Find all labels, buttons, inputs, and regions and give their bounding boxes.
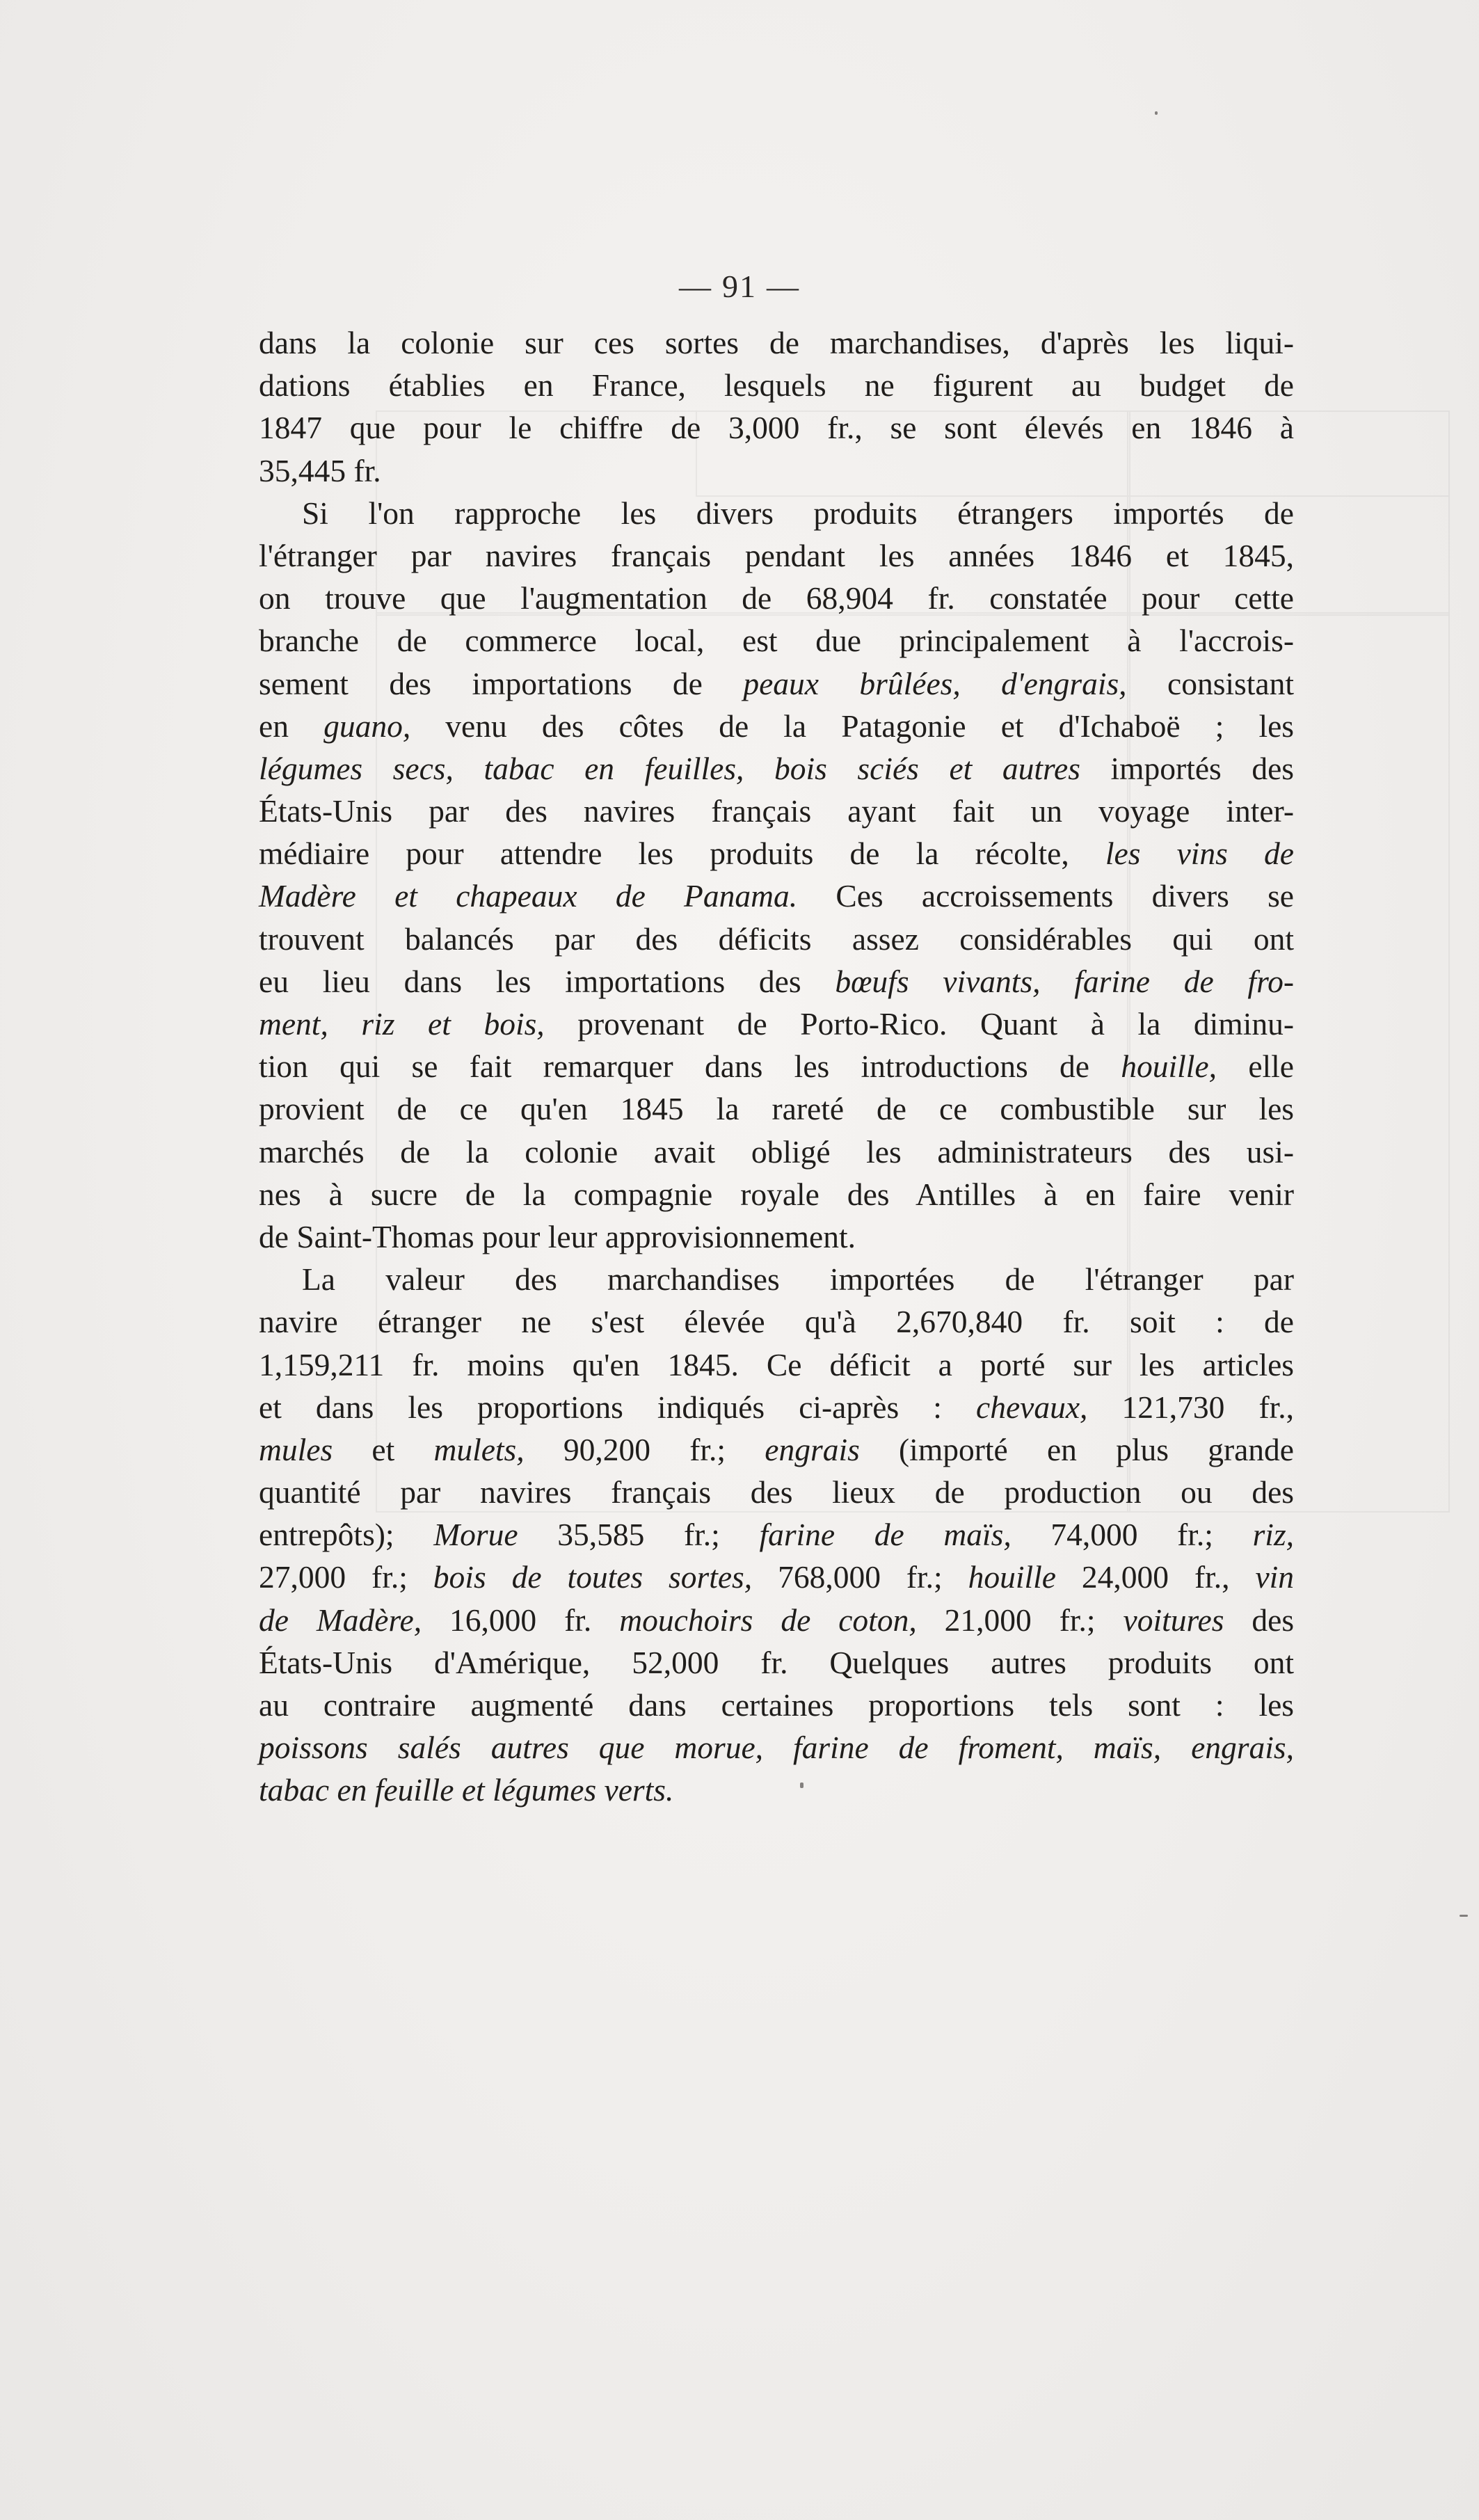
text-line [259, 705, 1294, 747]
page-number [0, 268, 1479, 305]
text-line [259, 492, 1294, 534]
text-line [259, 1343, 1294, 1386]
text-run: et dans les proportions indiqués ci-après : [259, 1389, 976, 1425]
text-line [259, 619, 1294, 662]
text-run: 90,200 fr.; [524, 1431, 765, 1467]
text-run: venu des côtes de la Patagonie et d'Ichaboë ; les [410, 708, 1294, 744]
text-run: Ces accroissements divers se [797, 878, 1294, 914]
text-run: La valeur des marchandises importées de l'étranger par [302, 1261, 1294, 1298]
text-line [259, 1556, 1294, 1598]
text-line [259, 1428, 1294, 1471]
text-run: eu lieu dans les importations des [259, 963, 836, 999]
text-line [259, 1300, 1294, 1343]
text-run: États-Unis par des navires français ayant fait un voyage inter- [259, 793, 1294, 829]
text-line [259, 790, 1294, 832]
text-run: branche de commerce local, est due principalement à l'accrois- [259, 623, 1294, 659]
text-line [259, 1513, 1294, 1556]
text-line [259, 1599, 1294, 1641]
text-line [259, 1131, 1294, 1173]
text-run: provenant de Porto-Rico. Quant à la diminu- [544, 1006, 1294, 1042]
text-run: navire étranger ne s'est élevée qu'à 2,670,840 fr. soit : de [259, 1304, 1294, 1340]
text-line [259, 747, 1294, 790]
italic-text: mulets, [433, 1431, 525, 1467]
italic-text: engrais [765, 1431, 860, 1467]
italic-text: voitures [1123, 1602, 1224, 1638]
text-line [259, 832, 1294, 875]
text-line [259, 1726, 1294, 1769]
text-run: importés des [1080, 750, 1294, 786]
text-line [259, 1003, 1294, 1045]
italic-text: mules [259, 1431, 333, 1467]
text-line [259, 1215, 1294, 1258]
italic-text: ment, riz et bois, [259, 1006, 545, 1042]
text-line [259, 1684, 1294, 1726]
paper-speck [1155, 111, 1158, 115]
text-line [259, 1087, 1294, 1130]
text-run: entrepôts); [259, 1517, 434, 1553]
text-run: marchés de la colonie avait obligé les administrateurs des usi- [259, 1133, 1294, 1170]
text-run: 74,000 fr.; [1011, 1517, 1253, 1553]
text-line [259, 1045, 1294, 1087]
text-run: sement des importations de [259, 665, 744, 701]
text-line [259, 534, 1294, 577]
text-run: 27,000 fr.; [259, 1559, 433, 1595]
text-run: 121,730 fr., [1087, 1389, 1294, 1425]
italic-text: bois de toutes sortes, [433, 1559, 753, 1595]
text-line [259, 577, 1294, 619]
italic-text: tabac en feuille et légumes verts. [259, 1772, 674, 1808]
text-line [259, 875, 1294, 917]
text-run: États-Unis d'Amérique, 52,000 fr. Quelques autres produits ont [259, 1644, 1294, 1680]
text-run: au contraire augmenté dans certaines proportions tels sont : les [259, 1687, 1294, 1723]
text-line [259, 918, 1294, 960]
italic-text: guano, [323, 708, 411, 744]
page-number-value: 91 [722, 269, 757, 304]
italic-text: peaux brûlées, d'engrais, [743, 665, 1127, 701]
text-line [259, 1471, 1294, 1513]
text-line [259, 662, 1294, 705]
text-run: quantité par navires français des lieux de production ou des [259, 1474, 1294, 1510]
italic-text: Morue [433, 1517, 518, 1553]
text-run: des [1224, 1602, 1295, 1638]
text-run: l'étranger par navires français pendant les années 1846 et 1845, [259, 537, 1294, 573]
italic-text: riz, [1252, 1517, 1295, 1553]
page-number-dash-right: — [767, 269, 800, 304]
text-run: nes à sucre de la compagnie royale des Antilles à en faire venir [259, 1176, 1294, 1212]
text-run: (importé en plus grande [859, 1431, 1294, 1467]
paper-speck [800, 1783, 804, 1788]
text-run: 768,000 fr.; [752, 1559, 968, 1595]
text-run: Si l'on rapproche les divers produits étrangers importés de [302, 495, 1294, 531]
text-line [259, 1769, 1294, 1811]
text-run: trouvent balancés par des déficits assez considérables qui ont [259, 920, 1294, 957]
text-run: 35,585 fr.; [518, 1517, 760, 1553]
text-line [259, 406, 1294, 449]
text-run: de Saint-Thomas pour leur approvisionnement. [259, 1218, 856, 1254]
text-run: 24,000 fr., [1055, 1559, 1256, 1595]
text-line [259, 449, 1294, 492]
italic-text: légumes secs, tabac en feuilles, bois sciés et autres [259, 750, 1080, 786]
italic-text: bœufs vivants, farine de fro- [835, 963, 1294, 999]
text-run: on trouve que l'augmentation de 68,904 fr. constatée pour cette [259, 580, 1294, 616]
text-line [259, 1258, 1294, 1300]
italic-text: Madère et chapeaux de Panama. [259, 878, 798, 914]
text-run: en [259, 708, 324, 744]
italic-text: farine de maïs, [759, 1517, 1012, 1553]
text-run: 21,000 fr.; [916, 1602, 1124, 1638]
italic-text: de Madère, [259, 1602, 422, 1638]
text-run: 1,159,211 fr. moins qu'en 1845. Ce déficit a porté sur les articles [259, 1346, 1294, 1382]
text-run: 1847 que pour le chiffre de 3,000 fr., se sont élevés en 1846 à [259, 410, 1294, 446]
italic-text: poissons salés autres que morue, farine de froment, maïs, engrais, [259, 1730, 1294, 1766]
text-run: médiaire pour attendre les produits de la récolte, [259, 836, 1105, 872]
text-run: dations établies en France, lesquels ne figurent au budget de [259, 367, 1294, 404]
italic-text: chevaux, [976, 1389, 1088, 1425]
text-line [259, 1641, 1294, 1684]
body-text [259, 321, 1294, 1812]
text-run: 16,000 fr. [422, 1602, 620, 1638]
paper-speck [1460, 1915, 1468, 1917]
italic-text: houille, [1121, 1048, 1217, 1085]
text-line [259, 1173, 1294, 1215]
text-line [259, 960, 1294, 1003]
text-run: et [333, 1431, 434, 1467]
text-run: provient de ce qu'en 1845 la rareté de ce combustible sur les [259, 1091, 1294, 1127]
text-line [259, 364, 1294, 406]
italic-text: vin [1255, 1559, 1295, 1595]
italic-text: mouchoirs de coton, [619, 1602, 917, 1638]
text-run: elle [1217, 1048, 1294, 1085]
italic-text: les vins de [1105, 836, 1294, 872]
text-run: consistant [1126, 665, 1294, 701]
text-run: 35,445 fr. [259, 452, 381, 488]
text-run: dans la colonie sur ces sortes de marchandises, d'après les liqui- [259, 325, 1294, 360]
text-line [259, 321, 1294, 364]
page-number-dash-left: — [679, 269, 712, 304]
italic-text: houille [968, 1559, 1056, 1595]
text-run: tion qui se fait remarquer dans les introductions de [259, 1048, 1121, 1085]
text-line [259, 1386, 1294, 1428]
